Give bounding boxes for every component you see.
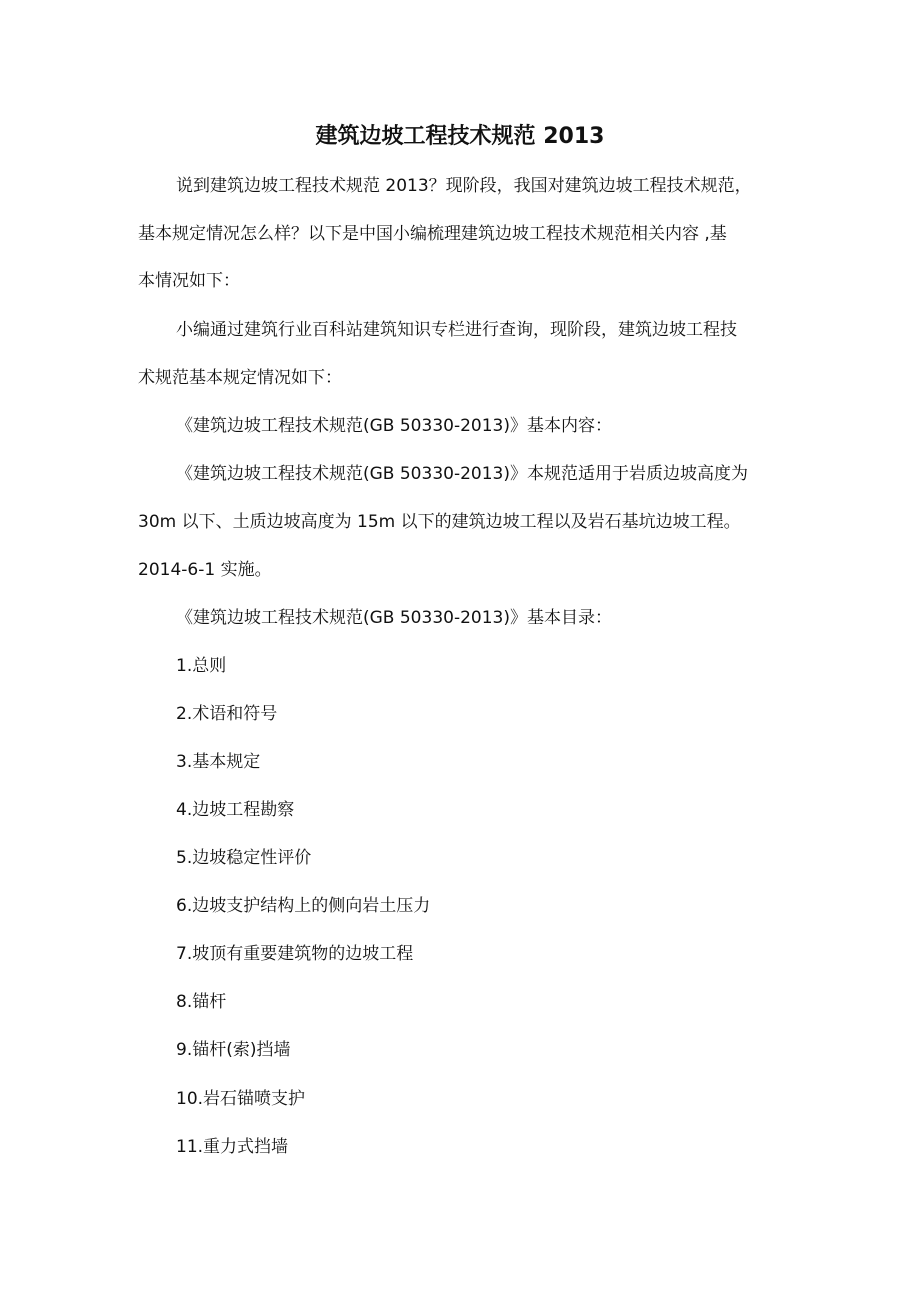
toc-item: 6.边坡支护结构上的侧向岩土压力 xyxy=(176,896,431,916)
toc-item: 3.基本规定 xyxy=(176,752,261,772)
paragraph-intro-line-1: 说到建筑边坡工程技术规范 2013？现阶段，我国对建筑边坡工程技术规范， xyxy=(176,176,752,196)
paragraph-query-line-2: 术规范基本规定情况如下： xyxy=(138,368,342,388)
paragraph-intro-line-2: 基本规定情况怎么样？以下是中国小编梳理建筑边坡工程技术规范相关内容 ,基 xyxy=(138,224,727,244)
toc-item: 11.重力式挡墙 xyxy=(176,1137,289,1157)
paragraph-scope-line-3: 2014-6-1 实施。 xyxy=(138,560,272,580)
toc-item: 7.坡顶有重要建筑物的边坡工程 xyxy=(176,944,414,964)
toc-item: 9.锚杆(索)挡墙 xyxy=(176,1040,291,1060)
toc-item: 1.总则 xyxy=(176,656,227,676)
paragraph-query-line-1: 小编通过建筑行业百科站建筑知识专栏进行查询，现阶段，建筑边坡工程技 xyxy=(176,320,737,340)
document-title: 建筑边坡工程技术规范 2013 xyxy=(315,124,605,149)
toc-item: 5.边坡稳定性评价 xyxy=(176,848,312,868)
paragraph-scope-line-2: 30m 以下、土质边坡高度为 15m 以下的建筑边坡工程以及岩石基坑边坡工程。 xyxy=(138,512,741,532)
paragraph-toc-heading: 《建筑边坡工程技术规范(GB 50330-2013)》基本目录： xyxy=(176,608,612,628)
toc-item: 8.锚杆 xyxy=(176,992,227,1012)
toc-item: 2.术语和符号 xyxy=(176,704,278,724)
paragraph-basic-content-heading: 《建筑边坡工程技术规范(GB 50330-2013)》基本内容： xyxy=(176,416,612,436)
toc-item: 4.边坡工程勘察 xyxy=(176,800,295,820)
paragraph-intro-line-3: 本情况如下： xyxy=(138,271,240,291)
toc-item: 10.岩石锚喷支护 xyxy=(176,1089,306,1109)
paragraph-scope-line-1: 《建筑边坡工程技术规范(GB 50330-2013)》本规范适用于岩质边坡高度为 xyxy=(176,464,748,484)
